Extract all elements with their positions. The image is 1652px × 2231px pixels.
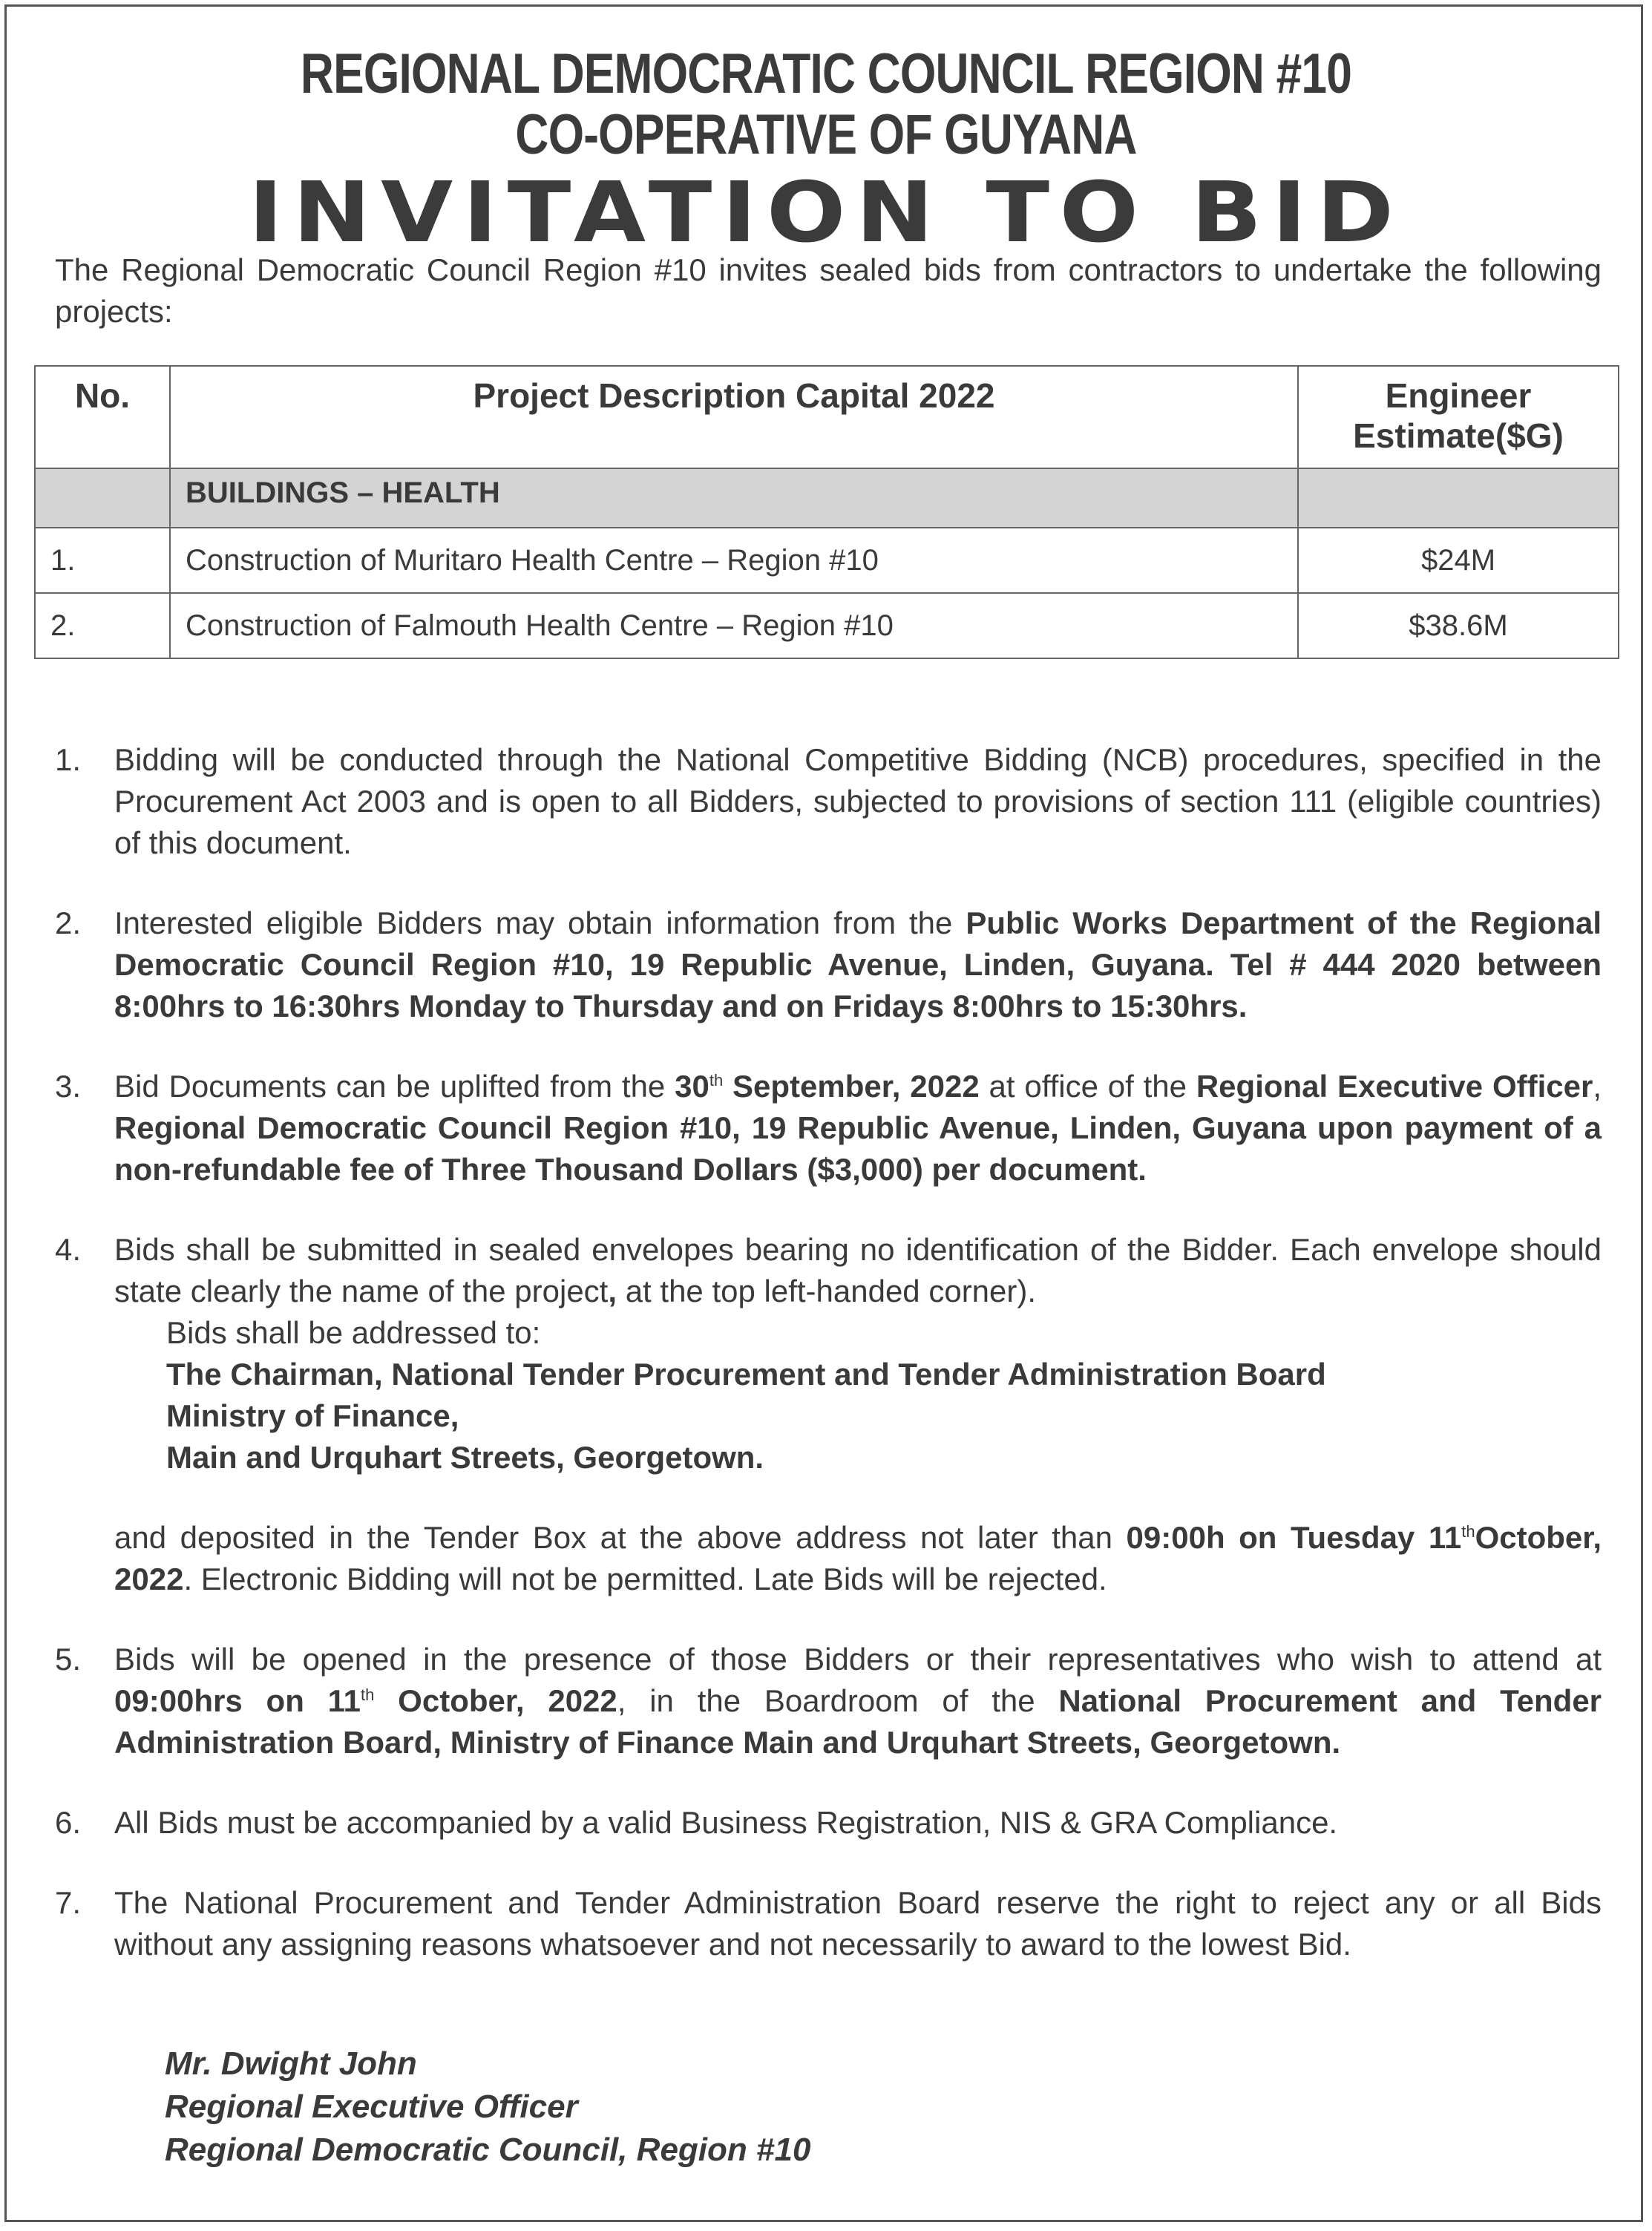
row-estimate: $24M — [1298, 528, 1619, 593]
intro-paragraph: The Regional Democratic Council Region #10 invites sealed bids from contractors to undertake the following projects: — [55, 252, 1602, 329]
row-estimate: $38.6M — [1298, 593, 1619, 658]
table-header-row — [35, 366, 1619, 468]
list-item: 3. Bid Documents can be uplifted from the 30th September, 2022 at office of the Regional Executive Officer, Regional Democratic Council Region #10, 19 Republic Avenue, Linden, Guyana upon payment of a non-refundable fee of Three Thousand Dollars ($3,000) per document. — [55, 1069, 1602, 1187]
list-item: 1. Bidding will be conducted through the National Competitive Bidding (NCB) procedures, specified in the Procurement Act 2003 and is open to all Bidders, subjected to provisions of section 111 (eligible countries) of this document. — [55, 742, 1602, 860]
header-description: Project Description Capital 2022 — [170, 366, 1298, 468]
document-title: INVITATION TO BID — [248, 165, 1404, 261]
row-description: Construction of Falmouth Health Centre – Region #10 — [170, 593, 1298, 658]
projects-table — [34, 365, 1619, 659]
header-no: No. — [35, 366, 170, 468]
address-block: Bids shall be addressed to: The Chairman, National Tender Procurement and Tender Administration Board Ministry of Finance, Main and Urquhart Streets, Georgetown. — [166, 1315, 1326, 1475]
cooperative-subtitle: CO-OPERATIVE OF GUYANA — [515, 103, 1137, 166]
header-estimate: Engineer Estimate($G) — [1298, 366, 1619, 468]
table-row — [35, 593, 1619, 658]
instructions-list — [55, 739, 1602, 2004]
row-number: 2. — [35, 593, 170, 658]
signatory-name: Mr. Dwight John — [165, 2045, 417, 2082]
category-row — [35, 468, 1619, 528]
signatory-title: Regional Executive Officer — [165, 2089, 578, 2125]
deposit-paragraph: and deposited in the Tender Box at the above address not later than 09:00h on Tuesday 11thOctober, 2022. Electronic Bidding will not be permitted. Late Bids will be rejected. — [114, 1520, 1602, 1596]
category-label: BUILDINGS – HEALTH — [170, 468, 1298, 528]
list-item: 5. Bids will be opened in the presence of those Bidders or their representatives who wish to attend at 09:00hrs on 11th October, 2022, in the Boardroom of the National Procurement and Tender Administration Board, Ministry of Finance Main and Urquhart Streets, Georgetown. — [55, 1642, 1602, 1760]
list-item: 7. The National Procurement and Tender Administration Board reserve the right to reject any or all Bids without any assigning reasons whatsoever and not necessarily to award to the lowest Bid. — [55, 1885, 1602, 1962]
table-row — [35, 528, 1619, 593]
list-item: 4. Bids shall be submitted in sealed envelopes bearing no identification of the Bidder. Each envelope should state clearly the name of the project, at the top left-handed corner). Bids shall be addressed to: The Chairman, National Tender Procurement and Tender Administration Board Ministry of Finance, Main and Urquhart Streets, Georgetown. and deposited in the Tender Box at the above address not later than 09:00h on Tuesday 11thOctober, 2022. Electronic Bidding will not be permitted. Late Bids will be rejected. — [55, 1229, 1602, 1600]
header — [0, 43, 1652, 261]
list-item: 2. Interested eligible Bidders may obtain information from the Public Works Department of the Regional Democratic Council Region #10, 19 Republic Avenue, Linden, Guyana. Tel # 444 2020 between 8:00hrs to 16:30hrs Monday to Thursday and on Fridays 8:00hrs to 15:30hrs. — [55, 905, 1602, 1023]
signature-block — [165, 2042, 810, 2172]
row-description: Construction of Muritaro Health Centre – Region #10 — [170, 528, 1298, 593]
council-title: REGIONAL DEMOCRATIC COUNCIL REGION #10 — [300, 42, 1352, 105]
signatory-organization: Regional Democratic Council, Region #10 — [165, 2132, 811, 2168]
list-item: 6. All Bids must be accompanied by a valid Business Registration, NIS & GRA Compliance. — [55, 1805, 1338, 1840]
row-number: 1. — [35, 528, 170, 593]
